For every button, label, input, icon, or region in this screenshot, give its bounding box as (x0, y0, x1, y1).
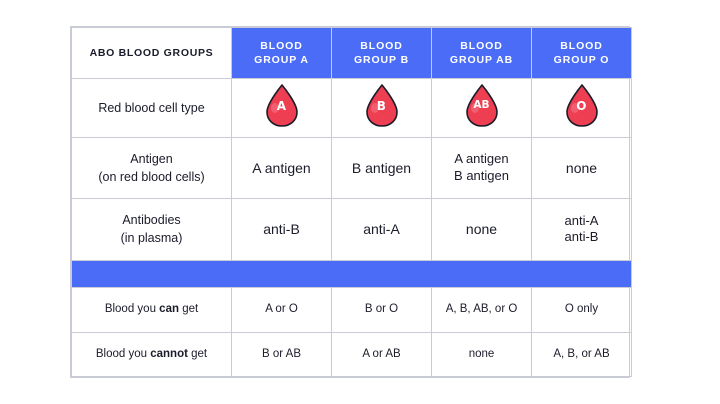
antibodies-group-b (332, 199, 432, 260)
cannot-get-label-post: get (187, 347, 208, 360)
column-header-group-b (332, 28, 432, 79)
cannot-get-group-o: A, B, or AB (532, 332, 632, 376)
antibodies-group-o (532, 199, 632, 260)
abo-blood-groups-table (70, 26, 630, 378)
row-label-antibodies-line2: (in plasma) (120, 231, 183, 246)
blood-drop-label: B (376, 99, 387, 114)
row-separator-band (72, 260, 632, 287)
group-o-line2: GROUP O (553, 53, 610, 66)
column-header-group-o (532, 28, 632, 79)
can-get-group-a: A or O (232, 288, 332, 332)
row-label-antigen-line2: (on red blood cells) (98, 170, 205, 185)
can-get-group-o: O only (532, 288, 632, 332)
row-label-antigen (72, 137, 232, 198)
blood-drop-label: O (576, 99, 587, 114)
can-get-group-b: B or O (332, 288, 432, 332)
antibodies-o-line2: anti-B (564, 229, 599, 245)
can-get-label-post: get (179, 303, 199, 316)
antigen-a-line1: A antigen (252, 159, 311, 176)
antigen-group-b (332, 137, 432, 198)
antigen-ab-line2: B antigen (454, 168, 509, 184)
antigen-ab-line1: A antigen (454, 151, 509, 167)
cannot-get-group-ab: none (432, 332, 532, 376)
group-o-line1: BLOOD (560, 39, 603, 52)
group-b-line2: GROUP B (353, 53, 410, 66)
row-antibodies (72, 199, 632, 260)
blood-drop-icon (262, 83, 302, 127)
antibodies-group-a (232, 199, 332, 260)
can-get-group-ab: A, B, AB, or O (432, 288, 532, 332)
blood-drop-icon (362, 83, 402, 127)
blood-drop-icon (462, 83, 502, 127)
group-a-line1: BLOOD (260, 39, 303, 52)
cell-drop-b (332, 78, 432, 137)
table-header-row (72, 28, 632, 79)
row-label-antibodies-line1: Antibodies (122, 213, 181, 228)
antibodies-o-line1: anti-A (564, 212, 599, 228)
cannot-get-label-bold: cannot (150, 347, 188, 360)
can-get-label-pre: Blood you (104, 303, 160, 316)
group-a-line2: GROUP A (254, 53, 309, 66)
antibodies-a-line1: anti-B (263, 221, 300, 238)
antigen-group-ab (432, 137, 532, 198)
antigen-b-line1: B antigen (351, 159, 412, 176)
antigen-o-line1: none (565, 159, 598, 176)
cannot-get-label-pre: Blood you (95, 347, 151, 360)
table-title-cell: ABO BLOOD GROUPS (72, 28, 232, 79)
row-label-antibodies (72, 199, 232, 260)
group-b-line1: BLOOD (360, 39, 403, 52)
blood-drop-label: AB (473, 99, 490, 112)
group-ab-line2: GROUP AB (449, 53, 514, 66)
can-get-label-bold: can (159, 303, 179, 316)
antibodies-ab-line1: none (465, 221, 498, 238)
blue-separator (72, 260, 632, 287)
antibodies-b-line1: anti-A (363, 221, 400, 238)
cannot-get-group-a: B or AB (232, 332, 332, 376)
antibodies-group-ab (432, 199, 532, 260)
cell-drop-ab (432, 78, 532, 137)
antigen-group-a (232, 137, 332, 198)
column-header-group-a (232, 28, 332, 79)
row-blood-you-can-get (72, 288, 632, 332)
column-header-group-ab (432, 28, 532, 79)
row-label-can-get (72, 288, 232, 332)
blood-group-table (71, 27, 632, 377)
row-label-cell-type: Red blood cell type (72, 78, 232, 137)
row-red-blood-cell-type (72, 78, 632, 137)
blood-drop-icon (562, 83, 602, 127)
row-label-cannot-get (72, 332, 232, 376)
cell-drop-a (232, 78, 332, 137)
blood-drop-label: A (276, 99, 287, 114)
cell-drop-o (532, 78, 632, 137)
row-antigen (72, 137, 632, 198)
cannot-get-group-b: A or AB (332, 332, 432, 376)
row-blood-you-cannot-get (72, 332, 632, 376)
group-ab-line1: BLOOD (460, 39, 503, 52)
row-label-antigen-line1: Antigen (130, 152, 173, 166)
antigen-group-o (532, 137, 632, 198)
